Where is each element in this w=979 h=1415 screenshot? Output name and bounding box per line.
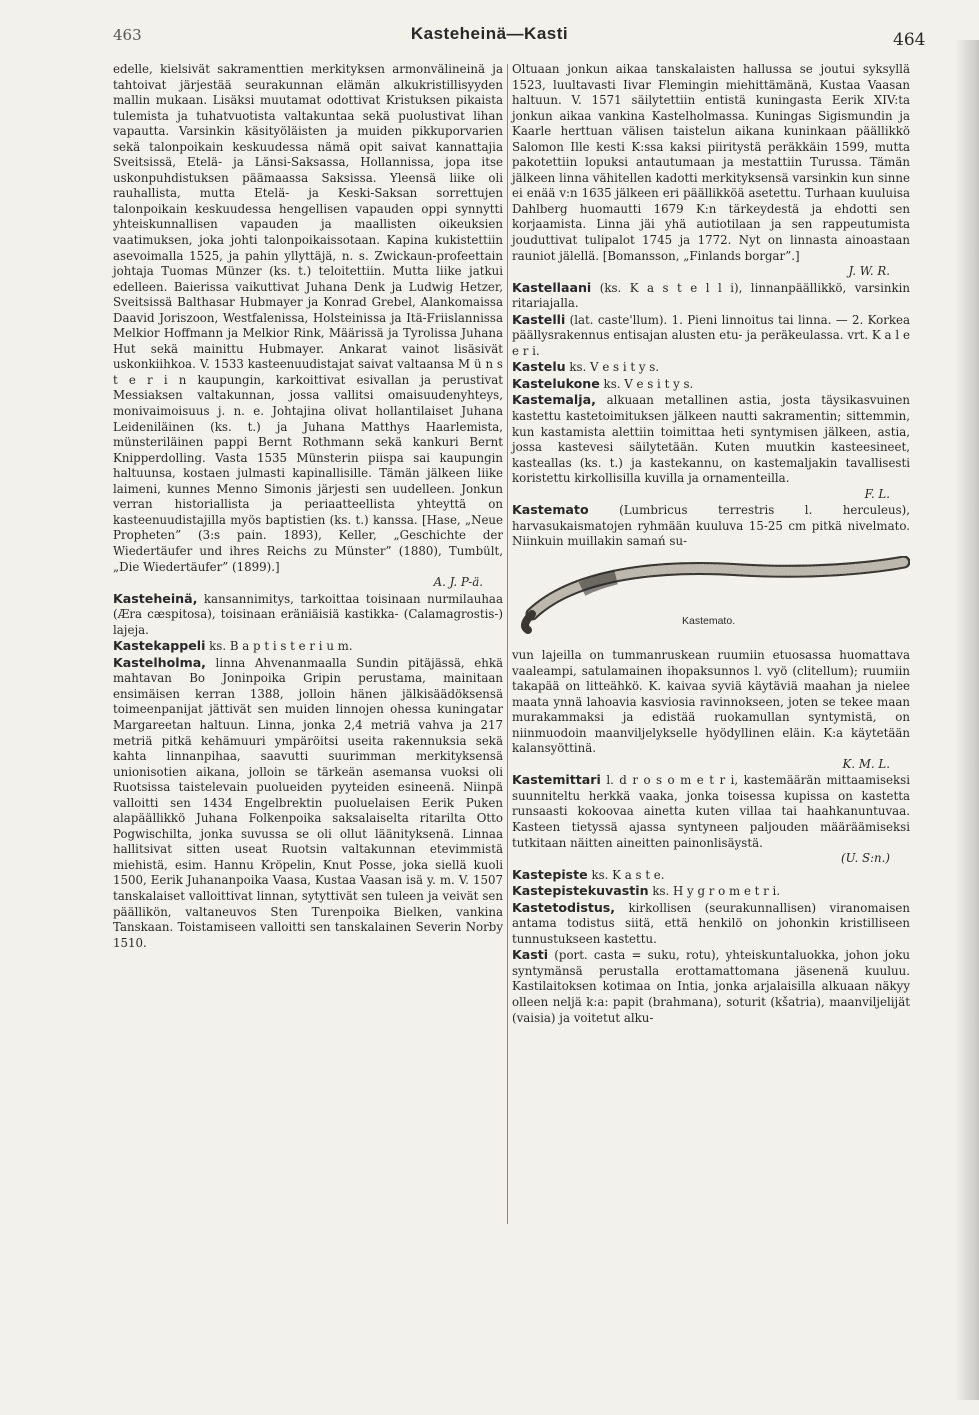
page-edge-shadow bbox=[955, 40, 979, 1400]
headword: Kastepiste bbox=[512, 866, 588, 882]
entry-kastemalja bbox=[512, 392, 910, 486]
running-title: Kasteheinä—Kasti bbox=[410, 24, 569, 43]
entry-text: ks. K a s t e. bbox=[591, 867, 665, 882]
entry-text: linna Ahvenanmaalla Sundin pitäjässä, ehkä mahtavan Bo Joninpoika Gripin perustama, mainitaan ensimäisen kerran 1388, jolloin hänen jälkisäädöksensä toimeenpanijat jättivät sen muiden linnojen ohessa kuningatar Margareetan haltuun. Linna, jonka 2,4 metriä vahva ja 217 metriä pitkä kehämuuri ympäröitsi useita rakennuksia sekä kahta linnanpihaa, saavutti suurimman merkityksensä unionisotien aikana, jolloin se tärkeän asemansa vuoksi oli Ruotsissa taistelevain puolueiden pyyteiden esineenä. Niinpä valloitti sen 1434 Engelbrektin puoluelaisen Eerik Puken alapäällikkö Juhana Folkenpoika saksalaiselta ritarilta Otto Pogwischilta, jonka suvussa se oli ollut läänityksenä. Linnaa hallitsivat sitten useat Ruotsin valtakunnan etevimmistä miehistä, esim. Hannu Kröpelin, Knut Posse, joka siellä kuoli 1500, Eerik Juhananpoika Vaasa, Kustaa Vaasan isä y. m. V. 1507 tanskalaiset valloittivat linnan, sytyttivät sen tuleen ja veivät sen päällikön, valtaneuvos Sten Turenpoika Bielken, vankina Tanskaan. Toistamiseen valloitti sen tanskalainen Severin Norby 1510. bbox=[113, 655, 503, 950]
entry-signature: K. M. L. bbox=[842, 756, 890, 771]
entry-kastemittari bbox=[512, 772, 910, 851]
entry-text: kirkollisen (seurakunnallisen) viranomaisen antama todistus siitä, että henkilö on johonkin kristilliseen tunnustukseen kastettu. bbox=[512, 900, 910, 946]
headword: Kastemittari bbox=[512, 772, 601, 788]
entry-kastemato bbox=[512, 502, 910, 550]
entry-text: (port. casta = suku, rotu), yhteiskuntaluokka, johon joku syntymänsä perustalla erottamattomana jäsenenä kuuluu. Kastilaitoksen kotimaa on Intia, jonka arjalaisilla alkuaan näkyy olleen neljä k:a: papit (brahmana), soturit (kšatria), maanviljelijät (vaisia) ja voitetut alku- bbox=[512, 948, 911, 1025]
entry-text: alkuaan metallinen astia, josta täysikasvuinen kastettu kastetoimituksen jälkeen nautti sakramentin; sittemmin, kun kastamista alettiin toimittaa heti syntymisen jälkeen, astia, jossa kastevesi säilytetään. Kuten muutkin kasteesineet, kasteallas (ks. t.) ja kastekannu, on kastemaljakin tavallisesti koristettu kirkollisilla kuvilla ja ornamenteilla. bbox=[512, 393, 911, 486]
right-column bbox=[512, 62, 910, 1026]
entry-kastelu bbox=[512, 359, 910, 376]
headword: Kastelu bbox=[512, 359, 566, 375]
entry-text: kansannimitys, tarkoittaa toisinaan nurmilauhaa (Æra cæspitosa), toisinaan eräniäisiä kastikka- (Calamagrostis-) lajeja. bbox=[113, 591, 503, 637]
earthworm-illustration bbox=[512, 556, 910, 646]
page-number-left: 463 bbox=[113, 26, 142, 44]
headword: Kastelholma, bbox=[113, 654, 206, 670]
entry-text: ks. B a p t i s t e r i u m. bbox=[209, 639, 353, 654]
earthworm-drawing bbox=[512, 556, 910, 646]
entry-continuation: Oltuaan jonkun aikaa tanskalaisten hallussa se joutui syksyllä 1523, luultavasti Iivar Flemingin miehittämänä, Kustaa Vaasan haltuun. V. 1571 säilytettiin entistä kuningasta Eerik XIV:ta jonkun aikaa vankina Kastelholmassa. Kuningas Sigismundin ja Kaarle herttuan välisen taistelun aikana kuninkaan päällikkö Salomon Ille kesti K:ssa kaksi piiritystä peräkkäin 1599, mutta pakotettiin lopuksi antautumaan ja mestattiin Turussa. Tämän jälkeen linna vähitellen kadotti merkityksensä varsinkin kun sinne ei enää v:n 1635 jälkeen eri päällikköä asetettu. Turhaan kuuluisa Dahlberg huomautti 1679 K:n tärkeydestä ja ehdotti sen korjaamista. Linna jäi yhä autiotilaan ja sen rappeutumista jouduttivat tulipalot 1745 ja 1772. Nyt on linnasta ainoastaan rauniot jälellä. [Bomansson, „Finlands borgar”.] bbox=[512, 62, 910, 263]
headword: Kastemalja, bbox=[512, 392, 596, 408]
headword: Kastekappeli bbox=[113, 638, 206, 654]
entry-kastepistekuvastin bbox=[512, 883, 910, 900]
figure-caption: Kastemato. bbox=[682, 614, 736, 627]
entry-text: ks. V e s i t y s. bbox=[569, 360, 660, 375]
left-column bbox=[113, 62, 503, 951]
headword: Kastetodistus, bbox=[512, 899, 616, 915]
headword: Kastepistekuvastin bbox=[512, 883, 649, 899]
entry-kastellaani bbox=[512, 280, 910, 312]
entry-signature: (U. S:n.) bbox=[841, 851, 890, 866]
entry-text: (lat. caste'llum). 1. Pieni linnoitus tai linna. — 2. Korkea päällysrakennus entisajan alusten etu- ja peräkeulassa. vrt. K a l e e r i. bbox=[512, 312, 911, 358]
entry-continuation: edelle, kielsivät sakramenttien merkityksen armonvälineinä ja tahtoivat järjestää seurakunnan elämän alkukristillisyyden mallin mukaan. Lisäksi muutamat odottivat Kristuksen pikaista tulemista ja tuhatvuotista valtakuntaa sekä puolustivat lihan vapautta. Varsinkin käsityöläisten ja muiden pikkuporvarien sekä talonpoikain keskuudessa nämä opit saivat kannattajia Sveitsissä, Etelä- ja Länsi-Saksassa, Hollannissa, jopa itse uskonpuhdistuksen päämaassa Saksissa. Yleensä liike oli rauhallista, mutta Etelä- ja Keski-Saksan sorrettujen talonpoikain keskuudessa hengellisen vapauden oppi synnytti yhteiskunnallisen vapauden ja maallisten oikeuksien vaatimuksen, joka johti talonpoikaissotaan. Kapina kukistettiin asevoimalla 1525, ja pahin yllyttäjä, n. s. Zwickaun-profeettain johtaja Tuomas Münzer (ks. t.) teloitettiin. Mutta liike jatkui edelleen. Baierissa vaikuttivat Juhana Denk ja Ludwig Hetzer, Sveitsissä Balthasar Hubmayer ja Konrad Grebel, Alankomaissa Daavid Joriszoon, Westfalenissa, Holsteinissa ja Itä-Friislannissa Melkior Hoffmann ja Melkior Rink, Määrissä ja Tyrolissa Juhana Hut sekä mainittu Hubmayer. Ankarat vainot lisäsivät uskonkiihkoa. V. 1533 kasteenuudistajat saivat valtaansa M ü n s t e r i n kaupungin, karkoittivat esivallan ja perustivat Messiaksen valtakunnan, jossa vallitsi omaisuudenyhteys, monivaimoisuus j. n. e. Johtajina olivat hollantilaiset Juhana Leideniläinen (ks. t.) ja Juhana Matthys Haarlemista, münsteriläinen pappi Bernt Rothmann sekä kankuri Bernt Knipperdolling. Vasta 1535 Münsterin piispa sai kaupungin haltuunsa, kostaen julmasti kapinallisille. Tämän jälkeen liike laimeni, kunnes Menno Simonis järjesti sen uudelleen. Jonkun verran historiallista ja periaatteellista yhteyttä on kasteenuudistajilla myös baptistien (ks. t.) kanssa. [Hase, „Neue Propheten” (3:s pain. 1893), Keller, „Geschichte der Wiedertäufer und ihres Reichs zu Münster” (1880), Tumbült, „Die Wiedertäufer” (1899).] bbox=[113, 62, 503, 574]
entry-text: ks. H y g r o m e t r i. bbox=[652, 884, 781, 899]
entry-kastepiste bbox=[512, 867, 910, 884]
entry-kastelholma bbox=[113, 655, 503, 951]
headword: Kastellaani bbox=[512, 279, 592, 295]
entry-kastelli bbox=[512, 312, 910, 360]
headword: Kastelukone bbox=[512, 375, 600, 391]
headword: Kastelli bbox=[512, 311, 566, 327]
entry-kasti bbox=[512, 947, 910, 1026]
entry-kastetodistus bbox=[512, 900, 910, 948]
entry-text: (ks. K a s t e l l i), linnanpäällikkö, varsinkin ritariajalla. bbox=[512, 280, 911, 311]
entry-text-continued: vun lajeilla on tummanruskean ruumiin etuosassa huomattava vaaleampi, satulamainen ihopaksunnos l. vyö (clitellum); ruumiin takapää on litteähkö. K. kaivaa syviä käytäviä maahan ja nielee maata ynnä lahoavia kasviosia ravinnokseen, joten se tekee maan murakammaksi ja edistää ruokamullan syntymistä, on niinmuodoin maanviljelykselle hyödyllinen eläin. K:a käytetään kalansyöttinä. bbox=[512, 647, 910, 756]
headword: Kasti bbox=[512, 947, 549, 963]
entry-kasteheina bbox=[113, 591, 503, 639]
entry-kastelukone bbox=[512, 376, 910, 393]
entry-text: (Lumbricus terrestris l. herculeus), harvasukaismatojen ryhmään kuuluva 15-25 cm pitkä nivelmato. Niinkuin muillakin samań su- bbox=[512, 503, 910, 549]
entry-signature: A. J. P-ä. bbox=[433, 575, 483, 590]
entry-text: ks. V e s i t y s. bbox=[603, 376, 694, 391]
column-divider bbox=[507, 64, 508, 1224]
entry-kastekappeli bbox=[113, 638, 503, 655]
entry-signature: J. W. R. bbox=[848, 264, 890, 279]
entry-signature: F. L. bbox=[864, 486, 890, 501]
headword: Kasteheinä, bbox=[113, 590, 198, 606]
page-number-right: 464 bbox=[893, 30, 926, 50]
headword: Kastemato bbox=[512, 502, 589, 518]
entry-text: l. d r o s o m e t r i, kastemäärän mittaamiseksi suunniteltu herkkä vaaka, jonka toisessa kupissa on kastetta runsaasti kokoovaa ainetta kuten villaa tai haahkanuntuvaa. Kasteen tietyssä ajassa syntyneen paljouden määräämiseksi tutkitaan näitten aineitten painonlisäystä. bbox=[512, 773, 911, 850]
